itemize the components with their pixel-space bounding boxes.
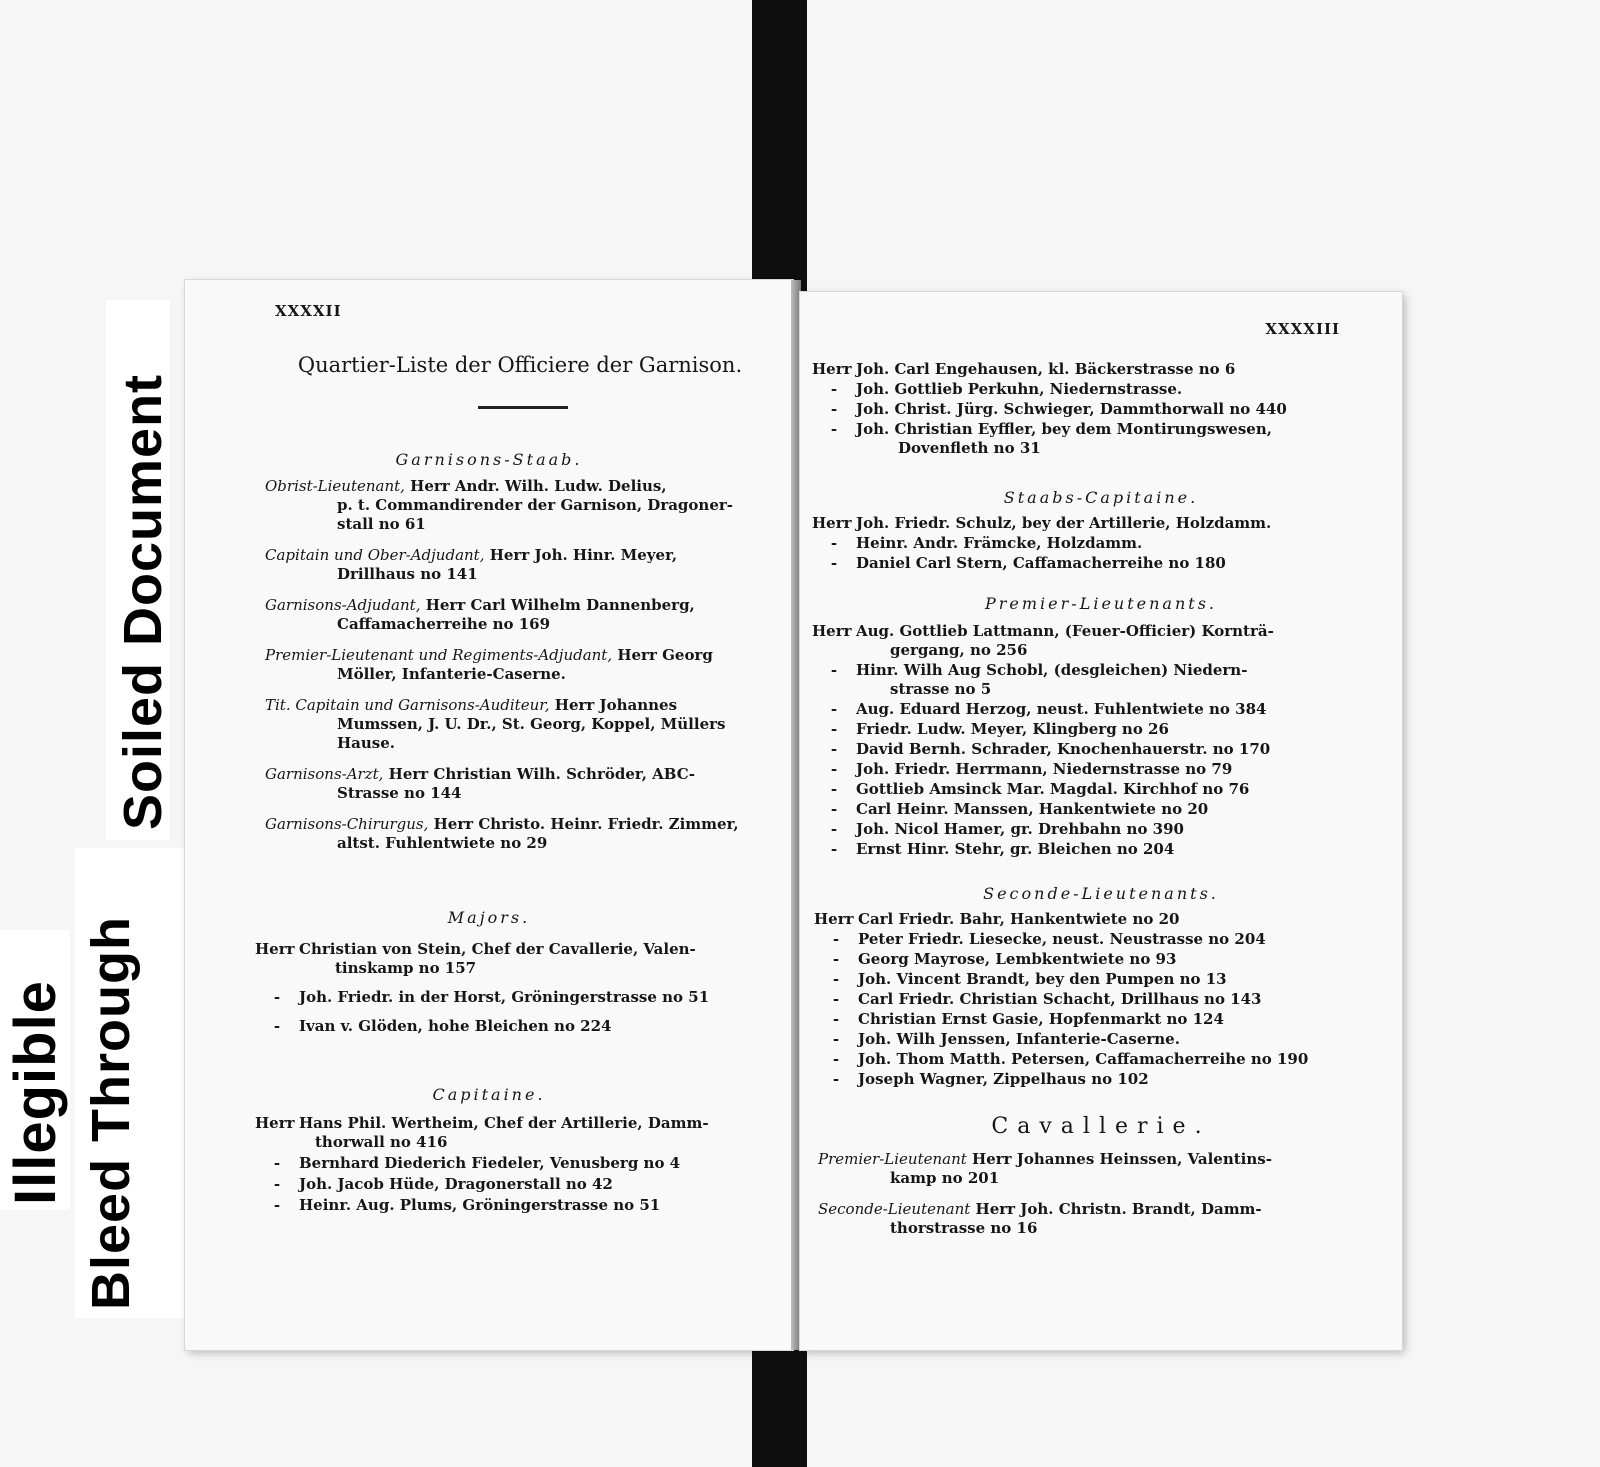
officer-name: Gottlieb Amsinck Mar. Magdal. Kirchhof no 76 <box>856 780 1250 798</box>
officer-entry <box>814 910 1179 929</box>
officer-entry <box>814 950 1176 969</box>
officer-address: Möller, Infanterie-Caserne. <box>337 665 566 683</box>
officer-address: thorwall no 416 <box>315 1133 448 1151</box>
officer-name: Daniel Carl Stern, Caffamacherreihe no 180 <box>856 554 1226 572</box>
officer-entry <box>255 1175 613 1194</box>
ditto-dash: - <box>832 930 840 948</box>
officer-name: Hans Phil. Wertheim, Chef der Artillerie, Damm- <box>299 1114 709 1132</box>
officer-entry <box>812 720 1169 739</box>
officer-entry <box>812 840 1174 859</box>
officer-name: Herr Johannes <box>554 696 678 714</box>
officer-entry <box>265 696 765 753</box>
officer-entry <box>814 930 1266 949</box>
officer-name: Joh. Christ. Jürg. Schwieger, Dammthorwall no 440 <box>856 400 1287 418</box>
officer-name: David Bernh. Schrader, Knochenhauerstr. no 170 <box>856 740 1271 758</box>
officer-name: Carl Heinr. Manssen, Hankentwiete no 20 <box>856 800 1209 818</box>
officer-rank: Tit. Capitain und Garnisons-Auditeur, <box>265 696 550 714</box>
officer-entry <box>812 420 1272 458</box>
officer-entry <box>265 596 765 634</box>
officer-name: Heinr. Andr. Främcke, Holzdamm. <box>856 534 1143 552</box>
ditto-dash: - <box>830 400 838 418</box>
officer-name: Aug. Eduard Herzog, neust. Fuhlentwiete no 384 <box>856 700 1267 718</box>
ditto-dash: - <box>830 534 838 552</box>
ditto-dash: - <box>830 700 838 718</box>
officer-entry <box>812 800 1208 819</box>
officer-name: Ernst Hinr. Stehr, gr. Bleichen no 204 <box>856 840 1175 858</box>
officer-entry <box>812 400 1287 419</box>
officer-entry <box>814 1070 1149 1089</box>
ditto-dash: - <box>273 1196 281 1214</box>
officer-name: Joh. Wilh Jenssen, Infanterie-Caserne. <box>858 1030 1180 1048</box>
ditto-dash: - <box>832 970 840 988</box>
bleed-through-label: Bleed Through <box>81 916 141 1310</box>
ditto-dash: - <box>830 800 838 818</box>
page-title: Quartier-Liste der Officiere der Garnison. <box>297 353 743 377</box>
officer-name: Joh. Friedr. Schulz, bey der Artillerie, Holzdamm. <box>856 514 1272 532</box>
officer-name: Herr Joh. Christn. Brandt, Damm- <box>975 1200 1262 1218</box>
officer-name: Georg Mayrose, Lembkentwiete no 93 <box>858 950 1177 968</box>
page-number-right: XXXXIII <box>1265 320 1340 338</box>
officer-name: Joh. Vincent Brandt, bey den Pumpen no 13 <box>858 970 1227 988</box>
soiled-document-label: Soiled Document <box>113 373 173 830</box>
officer-name: Joh. Nicol Hamer, gr. Drehbahn no 390 <box>856 820 1184 838</box>
officer-name: Joh. Carl Engehausen, kl. Bäckerstrasse no 6 <box>856 360 1236 378</box>
officer-name: Friedr. Ludw. Meyer, Klingberg no 26 <box>856 720 1169 738</box>
officer-entry <box>812 740 1270 759</box>
officer-address: Dovenfleth no 31 <box>898 439 1041 457</box>
binding-spine-top <box>752 0 807 298</box>
officer-title: Herr <box>255 1114 295 1132</box>
ditto-dash: - <box>830 760 838 778</box>
officer-entry <box>812 700 1266 719</box>
officer-entry <box>812 360 1235 379</box>
officer-name: Carl Friedr. Bahr, Hankentwiete no 20 <box>858 910 1180 928</box>
officer-entry <box>812 820 1184 839</box>
ditto-dash: - <box>832 1030 840 1048</box>
officer-entry <box>814 1010 1224 1029</box>
officer-name: Aug. Gottlieb Lattmann, (Feuer-Officier) Kornträ- <box>856 622 1274 640</box>
officer-rank: Garnisons-Adjudant, <box>265 596 421 614</box>
section-heading-cavallerie: Cavallerie. <box>991 1114 1211 1139</box>
officer-name: Herr Joh. Hinr. Meyer, <box>489 546 678 564</box>
officer-title: Herr <box>814 910 854 928</box>
ditto-dash: - <box>832 990 840 1008</box>
officer-rank: Seconde-Lieutenant <box>818 1200 971 1218</box>
officer-address: stall no 61 <box>337 515 426 533</box>
officer-entry <box>812 380 1182 399</box>
binding-spine-bottom <box>752 1346 807 1467</box>
officer-entry <box>812 534 1142 553</box>
officer-address: Mumssen, J. U. Dr., St. Georg, Koppel, Müllers <box>337 715 726 733</box>
ditto-dash: - <box>830 420 838 438</box>
ditto-dash: - <box>832 1050 840 1068</box>
officer-entry <box>255 1196 660 1215</box>
officer-name: Ivan v. Glöden, hohe Bleichen no 224 <box>299 1017 612 1035</box>
officer-name: Hinr. Wilh Aug Schobl, (desgleichen) Niedern- <box>856 661 1248 679</box>
officer-entry <box>265 546 765 584</box>
officer-rank: Premier-Lieutenant und Regiments-Adjudant, <box>265 646 613 664</box>
officer-address: Hause. <box>337 734 396 752</box>
officer-address: Drillhaus no 141 <box>337 565 478 583</box>
ditto-dash: - <box>830 661 838 679</box>
officer-name: Christian Ernst Gasie, Hopfenmarkt no 124 <box>858 1010 1224 1028</box>
officer-entry <box>812 622 1274 660</box>
ditto-dash: - <box>830 780 838 798</box>
officer-entry <box>255 1017 611 1036</box>
left-page <box>185 280 793 1350</box>
officer-address: altst. Fuhlentwiete no 29 <box>337 834 548 852</box>
officer-entry <box>255 1114 709 1152</box>
officer-address: gergang, no 256 <box>890 641 1028 659</box>
officer-name: Joseph Wagner, Zippelhaus no 102 <box>858 1070 1149 1088</box>
officer-entry <box>814 990 1261 1009</box>
officer-entry <box>814 1050 1308 1069</box>
officer-entry <box>818 1200 1318 1238</box>
ditto-dash: - <box>832 1010 840 1028</box>
ditto-dash: - <box>832 1070 840 1088</box>
officer-rank: Premier-Lieutenant <box>818 1150 967 1168</box>
officer-name: Joh. Friedr. Herrmann, Niedernstrasse no 79 <box>856 760 1233 778</box>
officer-rank: Garnisons-Arzt, <box>265 765 384 783</box>
officer-name: Bernhard Diederich Fiedeler, Venusberg no 4 <box>299 1154 681 1172</box>
officer-name: Joh. Thom Matth. Petersen, Caffamacherreihe no 190 <box>858 1050 1309 1068</box>
officer-rank: Capitain und Ober-Adjudant, <box>265 546 485 564</box>
officer-name: Joh. Gottlieb Perkuhn, Niedernstrasse. <box>856 380 1183 398</box>
officer-entry <box>265 477 765 534</box>
officer-name: Peter Friedr. Liesecke, neust. Neustrasse no 204 <box>858 930 1266 948</box>
officer-title: Herr <box>255 940 295 958</box>
officer-address: Caffamacherreihe no 169 <box>337 615 551 633</box>
officer-entry <box>255 1154 680 1173</box>
officer-name: Joh. Christian Eyffler, bey dem Montirungswesen, <box>856 420 1272 438</box>
officer-name: Herr Christian Wilh. Schröder, ABC- <box>388 765 695 783</box>
ditto-dash: - <box>830 380 838 398</box>
ditto-dash: - <box>273 988 281 1006</box>
illegible-label: Illegible <box>3 980 68 1205</box>
ditto-dash: - <box>830 740 838 758</box>
officer-entry <box>818 1150 1318 1188</box>
officer-rank: Garnisons-Chirurgus, <box>265 815 429 833</box>
officer-entry <box>812 780 1249 799</box>
officer-title: Herr <box>812 514 852 532</box>
officer-entry <box>265 765 765 803</box>
officer-address: Strasse no 144 <box>337 784 462 802</box>
page-number-left: XXXXII <box>275 302 342 320</box>
right-page <box>800 292 1402 1350</box>
section-heading-majors: Majors. <box>447 908 531 927</box>
officer-name: Herr Andr. Wilh. Ludw. Delius, <box>410 477 667 495</box>
officer-address: thorstrasse no 16 <box>890 1219 1038 1237</box>
officer-rank: Obrist-Lieutenant, <box>265 477 405 495</box>
ditto-dash: - <box>830 720 838 738</box>
officer-entry <box>814 1030 1180 1049</box>
section-heading-staab: Garnisons-Staab. <box>395 450 583 469</box>
officer-entry <box>812 661 1247 699</box>
ditto-dash: - <box>830 554 838 572</box>
ditto-dash: - <box>273 1154 281 1172</box>
ditto-dash: - <box>273 1175 281 1193</box>
officer-name: Herr Johannes Heinssen, Valentins- <box>972 1150 1272 1168</box>
section-heading-capitaine: Capitaine. <box>432 1085 546 1104</box>
ditto-dash: - <box>832 950 840 968</box>
ditto-dash: - <box>830 820 838 838</box>
section-heading-premier-lieutenants: Premier-Lieutenants. <box>985 594 1217 613</box>
officer-name: Herr Georg <box>617 646 713 664</box>
officer-name: Joh. Friedr. in der Horst, Gröningerstrasse no 51 <box>299 988 710 1006</box>
officer-entry <box>812 514 1271 533</box>
officer-entry <box>812 554 1226 573</box>
officer-entry <box>265 646 765 684</box>
officer-name: Herr Carl Wilhelm Dannenberg, <box>425 596 695 614</box>
officer-title: Herr <box>812 360 852 378</box>
officer-entry <box>265 815 765 853</box>
officer-entry <box>814 970 1227 989</box>
officer-entry <box>255 940 696 978</box>
section-heading-seconde-lieutenants: Seconde-Lieutenants. <box>983 884 1219 903</box>
ditto-dash: - <box>273 1017 281 1035</box>
officer-address: strasse no 5 <box>890 680 992 698</box>
officer-name: Herr Christo. Heinr. Friedr. Zimmer, <box>433 815 739 833</box>
officer-name: Carl Friedr. Christian Schacht, Drillhaus no 143 <box>858 990 1262 1008</box>
officer-name: Christian von Stein, Chef der Cavallerie, Valen- <box>299 940 696 958</box>
officer-name: Heinr. Aug. Plums, Gröningerstrasse no 51 <box>299 1196 661 1214</box>
officer-entry <box>255 988 709 1007</box>
ditto-dash: - <box>830 840 838 858</box>
section-heading-staabs-capitaine: Staabs-Capitaine. <box>1003 488 1199 507</box>
title-rule <box>478 406 568 409</box>
officer-name: Joh. Jacob Hüde, Dragonerstall no 42 <box>299 1175 613 1193</box>
officer-address: p. t. Commandirender der Garnison, Dragoner- <box>337 496 734 514</box>
officer-address: tinskamp no 157 <box>335 959 477 977</box>
officer-title: Herr <box>812 622 852 640</box>
officer-entry <box>812 760 1232 779</box>
officer-address: kamp no 201 <box>890 1169 1000 1187</box>
